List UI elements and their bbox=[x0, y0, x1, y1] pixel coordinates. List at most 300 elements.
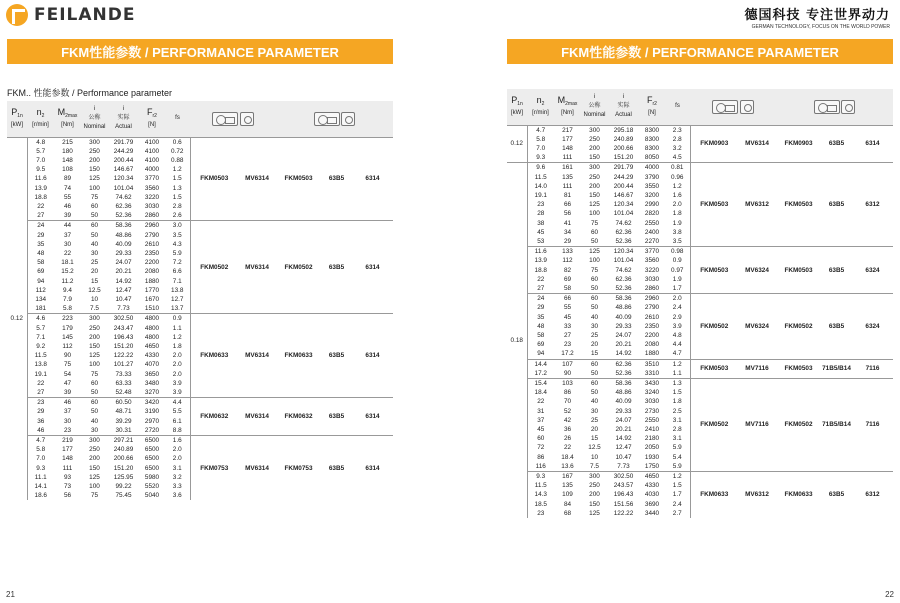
cell-value: 3440 bbox=[644, 509, 660, 517]
cell-value: 244.29 bbox=[613, 173, 634, 181]
motor-code: MV6314 bbox=[238, 314, 276, 398]
cell-value: 74.62 bbox=[615, 219, 632, 227]
cell-value: 29.33 bbox=[615, 322, 632, 330]
cell-value: 8050 bbox=[644, 154, 660, 162]
power-value: 0.18 bbox=[507, 163, 527, 518]
col-output-speed-subscript: 2 bbox=[541, 100, 545, 107]
cell-value: 2.0 bbox=[172, 352, 182, 360]
cell-value: 2960 bbox=[639, 294, 665, 304]
cell-value: 302.50 bbox=[608, 472, 639, 482]
cell-value: 148 bbox=[62, 455, 73, 463]
col-output-speed-subscript: 2 bbox=[41, 112, 45, 119]
cell-value: 13.6 bbox=[561, 462, 574, 470]
cell-value: 3690 bbox=[644, 500, 660, 508]
cell-value: 200.66 bbox=[613, 144, 634, 152]
table-row bbox=[507, 294, 893, 304]
cell-value: 1.2 bbox=[172, 333, 182, 341]
col-output-speed bbox=[527, 89, 554, 125]
cell-value: 1.5 bbox=[672, 389, 682, 397]
cell-value: 9.5 bbox=[36, 166, 46, 174]
cell-value: 2790 bbox=[644, 304, 660, 312]
cell-value: 1880 bbox=[644, 350, 660, 358]
table-row bbox=[507, 472, 893, 482]
flange-code: 63B5 bbox=[821, 294, 852, 359]
cell-value: 23 bbox=[537, 201, 545, 209]
cell-value: 1510 bbox=[144, 305, 160, 313]
cell-value: 250 bbox=[89, 446, 100, 454]
cell-value: 18.4 bbox=[534, 389, 547, 397]
cell-value: 300 bbox=[581, 472, 608, 482]
cell-value: 250 bbox=[589, 482, 600, 490]
cell-value: 200.44 bbox=[613, 182, 634, 190]
flange-code: 71B5/B14 bbox=[821, 378, 852, 471]
cell-value: 50 bbox=[590, 237, 599, 245]
adapter-model-code: FKM0633 bbox=[776, 472, 821, 519]
cell-value: 11.5 bbox=[534, 173, 547, 181]
cell-value: 2610 bbox=[644, 313, 660, 321]
cell-value: 9.3 bbox=[527, 472, 554, 482]
cell-value: 7.2 bbox=[172, 259, 182, 267]
cell-value: 107 bbox=[554, 359, 581, 369]
cell-value: 12.7 bbox=[171, 295, 184, 303]
cell-value: 4.3 bbox=[172, 240, 182, 248]
cell-value: 89 bbox=[63, 175, 72, 183]
cell-value: 151.20 bbox=[613, 154, 634, 162]
cell-value: 14.92 bbox=[615, 435, 632, 443]
adapter-model-code: FKM0503 bbox=[776, 359, 821, 378]
cell-value: 58 bbox=[537, 331, 545, 339]
cell-value: 1.8 bbox=[672, 210, 682, 218]
cell-value: 4.4 bbox=[165, 398, 190, 408]
adapter-gearbox-icon bbox=[341, 112, 355, 126]
cell-value: 148 bbox=[562, 144, 573, 152]
cell-value: 14.3 bbox=[534, 491, 547, 499]
motor-code: MV6324 bbox=[738, 247, 776, 294]
cell-value: 125.95 bbox=[113, 473, 134, 481]
cell-value: 3190 bbox=[144, 408, 160, 416]
cell-value: 30 bbox=[63, 240, 72, 248]
cell-value: 39 bbox=[63, 212, 72, 220]
cell-value: 75 bbox=[63, 361, 72, 369]
cell-value: 177 bbox=[562, 135, 573, 143]
cell-value: 60 bbox=[81, 221, 108, 231]
cell-value: 3790 bbox=[644, 173, 660, 181]
col-output-speed-unit: [r/min] bbox=[32, 121, 49, 128]
cell-value: 196.43 bbox=[613, 491, 634, 499]
cell-value: 1.7 bbox=[672, 284, 682, 292]
cell-value: 2.9 bbox=[672, 313, 682, 321]
col-ratio-actual bbox=[608, 89, 639, 125]
cell-value: 20.21 bbox=[115, 268, 132, 276]
cell-value: 5.9 bbox=[172, 249, 182, 257]
cell-value: 75 bbox=[90, 370, 99, 378]
motor-code: MV6312 bbox=[738, 472, 776, 519]
col-output-torque bbox=[554, 89, 581, 125]
cell-value: 22 bbox=[537, 275, 545, 283]
cell-value: 90 bbox=[63, 352, 72, 360]
cell-value: 30 bbox=[63, 417, 72, 425]
motor-frame-code: 7116 bbox=[852, 359, 893, 378]
flange-code: 63B5 bbox=[821, 163, 852, 247]
cell-value: 58 bbox=[37, 259, 45, 267]
cell-value: 50 bbox=[590, 284, 599, 292]
adapter-model-code: FKM0503 bbox=[776, 163, 821, 247]
cell-value: 7.73 bbox=[617, 462, 630, 470]
cell-value: 25 bbox=[590, 416, 599, 424]
cell-value: 200 bbox=[89, 333, 100, 341]
flange-code: 63B5 bbox=[821, 125, 852, 163]
motor-frame-code: 6312 bbox=[852, 163, 893, 247]
cell-value: 1.2 bbox=[665, 359, 690, 369]
cell-value: 1.2 bbox=[172, 166, 182, 174]
cell-value: 3.1 bbox=[672, 416, 682, 424]
cell-value: 50 bbox=[90, 388, 99, 396]
cell-value: 9.2 bbox=[36, 342, 46, 350]
cell-value: 100 bbox=[589, 257, 600, 265]
cell-value: 161 bbox=[554, 163, 581, 173]
cell-value: 23 bbox=[27, 398, 54, 408]
cell-value: 1.7 bbox=[672, 491, 682, 499]
cell-value: 2080 bbox=[644, 341, 660, 349]
cell-value: 3.1 bbox=[172, 464, 182, 472]
cell-value: 4650 bbox=[639, 472, 665, 482]
cell-value: 6500 bbox=[144, 455, 160, 463]
cell-value: 5.8 bbox=[36, 446, 46, 454]
col-adapter-diagram bbox=[776, 89, 893, 125]
col-ratio-actual-symbol: i bbox=[122, 106, 125, 113]
cell-value: 150 bbox=[89, 342, 100, 350]
motor-frame-code: 6314 bbox=[352, 436, 393, 501]
cell-value: 60 bbox=[537, 435, 545, 443]
cell-value: 18.5 bbox=[534, 500, 547, 508]
cell-value: 23 bbox=[63, 426, 72, 434]
cell-value: 24.07 bbox=[615, 416, 632, 424]
cell-value: 70 bbox=[563, 398, 572, 406]
model-code: FKM0503 bbox=[690, 163, 738, 247]
cell-value: 4800 bbox=[144, 333, 160, 341]
motor-code: MV7116 bbox=[738, 378, 776, 471]
cell-value: 200.44 bbox=[113, 156, 134, 164]
cell-value: 8300 bbox=[644, 135, 660, 143]
cell-value: 53 bbox=[537, 237, 545, 245]
cell-value: 28 bbox=[537, 210, 545, 218]
cell-value: 125 bbox=[89, 352, 100, 360]
cell-value: 27 bbox=[37, 388, 45, 396]
cell-value: 35 bbox=[537, 313, 545, 321]
cell-value: 200 bbox=[589, 144, 600, 152]
col-power bbox=[507, 89, 527, 125]
cell-value: 4.6 bbox=[27, 314, 54, 324]
table-row bbox=[507, 378, 893, 388]
cell-value: 100 bbox=[89, 361, 100, 369]
adapter-model-code: FKM0753 bbox=[276, 436, 321, 501]
cell-value: 300 bbox=[81, 314, 108, 324]
col-output-torque-symbol: M bbox=[557, 94, 566, 105]
cell-value: 30 bbox=[590, 322, 599, 330]
flange-code: 63B5 bbox=[321, 314, 352, 398]
cell-value: 60 bbox=[90, 202, 99, 210]
col-reducer-diagram bbox=[690, 89, 776, 125]
cell-value: 15 bbox=[590, 435, 599, 443]
model-code: FKM0632 bbox=[190, 398, 238, 436]
table-row bbox=[507, 359, 893, 369]
cell-value: 200 bbox=[89, 455, 100, 463]
adapter-model-code: FKM0633 bbox=[276, 314, 321, 398]
cell-value: 2.7 bbox=[672, 509, 682, 517]
model-code: FKM0633 bbox=[190, 314, 238, 398]
cell-value: 50 bbox=[90, 408, 99, 416]
motor-frame-code: 6324 bbox=[852, 247, 893, 294]
cell-value: 2960 bbox=[139, 221, 165, 231]
cell-value: 9.6 bbox=[527, 163, 554, 173]
cell-value: 0.9 bbox=[672, 257, 682, 265]
cell-value: 6500 bbox=[144, 446, 160, 454]
cell-value: 1.9 bbox=[672, 275, 682, 283]
cell-value: 27 bbox=[563, 331, 572, 339]
motor-frame-code: 6314 bbox=[352, 398, 393, 436]
model-code: FKM0503 bbox=[690, 247, 738, 294]
cell-value: 243.57 bbox=[613, 482, 634, 490]
cell-value: 7.1 bbox=[172, 277, 182, 285]
cell-value: 2.8 bbox=[672, 135, 682, 143]
cell-value: 12.47 bbox=[615, 444, 632, 452]
cell-value: 14.0 bbox=[534, 182, 547, 190]
cell-value: 41 bbox=[563, 219, 572, 227]
cell-value: 56 bbox=[63, 492, 72, 500]
motor-frame-code: 6314 bbox=[352, 314, 393, 398]
cell-value: 1930 bbox=[644, 453, 660, 461]
cell-value: 36 bbox=[37, 417, 45, 425]
cell-value: 69 bbox=[563, 275, 572, 283]
cell-value: 35 bbox=[37, 240, 45, 248]
cell-value: 5.8 bbox=[536, 135, 546, 143]
cell-value: 52.36 bbox=[615, 237, 632, 245]
col-ratio-actual-cn: 实际 bbox=[617, 103, 630, 110]
cell-value: 3.2 bbox=[672, 144, 682, 152]
cell-value: 151.56 bbox=[613, 500, 634, 508]
motor-frame-code: 7116 bbox=[852, 378, 893, 471]
adapter-model-code: FKM0503 bbox=[776, 247, 821, 294]
left-subtitle: FKM.. 性能参数 / Performance parameter bbox=[7, 88, 173, 98]
col-power-unit: [kW] bbox=[511, 109, 523, 116]
cell-value: 58 bbox=[563, 284, 572, 292]
cell-value: 7.5 bbox=[590, 462, 599, 470]
cell-value: 15 bbox=[90, 277, 99, 285]
cell-value: 2720 bbox=[144, 426, 160, 434]
cell-value: 40 bbox=[90, 240, 99, 248]
model-code: FKM0903 bbox=[690, 125, 738, 163]
cell-value: 62.36 bbox=[115, 202, 132, 210]
cell-value: 38 bbox=[537, 219, 545, 227]
cell-value: 19.1 bbox=[34, 370, 47, 378]
cell-value: 44 bbox=[54, 221, 81, 231]
cell-value: 3510 bbox=[639, 359, 665, 369]
cell-value: 3220 bbox=[144, 193, 160, 201]
flange-code: 63B5 bbox=[321, 221, 352, 314]
cell-value: 73.33 bbox=[115, 370, 132, 378]
cell-value: 47 bbox=[63, 379, 72, 387]
page-number-right: 22 bbox=[885, 590, 894, 599]
cell-value: 4330 bbox=[144, 352, 160, 360]
cell-value: 3.2 bbox=[172, 473, 182, 481]
motor-frame-code: 6314 bbox=[852, 125, 893, 163]
cell-value: 219 bbox=[54, 436, 81, 446]
cell-value: 2350 bbox=[144, 249, 160, 257]
page-number-left: 21 bbox=[6, 590, 15, 599]
cell-value: 2200 bbox=[144, 259, 160, 267]
cell-value: 20 bbox=[90, 268, 99, 276]
cell-value: 4.4 bbox=[672, 341, 682, 349]
cell-value: 48.86 bbox=[115, 231, 132, 239]
cell-value: 223 bbox=[54, 314, 81, 324]
col-radial-force bbox=[639, 89, 665, 125]
cell-value: 125 bbox=[589, 201, 600, 209]
cell-value: 3270 bbox=[144, 388, 160, 396]
cell-value: 6500 bbox=[139, 436, 165, 446]
col-output-speed-unit: [r/min] bbox=[532, 109, 549, 116]
cell-value: 52.48 bbox=[115, 388, 132, 396]
table-row bbox=[7, 137, 393, 147]
cell-value: 177 bbox=[62, 446, 73, 454]
cell-value: 75 bbox=[590, 219, 599, 227]
adapter-model-code: FKM0502 bbox=[776, 294, 821, 359]
cell-value: 30.31 bbox=[115, 426, 132, 434]
col-ratio-actual-cn: 实际 bbox=[117, 115, 130, 122]
cell-value: 300 bbox=[81, 436, 108, 446]
cell-value: 60 bbox=[581, 294, 608, 304]
cell-value: 4070 bbox=[144, 361, 160, 369]
cell-value: 50 bbox=[90, 212, 99, 220]
cell-value: 148 bbox=[62, 156, 73, 164]
flange-code: 63B5 bbox=[321, 398, 352, 436]
cell-value: 135 bbox=[562, 482, 573, 490]
cell-value: 4100 bbox=[139, 137, 165, 147]
col-ratio-actual-en: Actual bbox=[115, 124, 132, 131]
cell-value: 4650 bbox=[144, 342, 160, 350]
cell-value: 1880 bbox=[144, 277, 160, 285]
col-radial-force-subscript: r2 bbox=[152, 112, 157, 119]
cell-value: 12.5 bbox=[88, 286, 101, 294]
cell-value: 50 bbox=[590, 304, 599, 312]
adapter-model-code: FKM0903 bbox=[776, 125, 821, 163]
cell-value: 0.9 bbox=[165, 314, 190, 324]
cell-value: 74.62 bbox=[115, 193, 132, 201]
cell-value: 11.2 bbox=[61, 277, 74, 285]
cell-value: 75 bbox=[590, 266, 599, 274]
col-ratio-nominal-symbol: i bbox=[93, 106, 96, 113]
cell-value: 1.6 bbox=[672, 191, 682, 199]
cell-value: 27 bbox=[37, 212, 45, 220]
cell-value: 3030 bbox=[144, 202, 160, 210]
cell-value: 2820 bbox=[644, 210, 660, 218]
cell-value: 6.6 bbox=[172, 268, 182, 276]
cell-value: 37 bbox=[537, 416, 545, 424]
table-row bbox=[507, 247, 893, 257]
cell-value: 74 bbox=[63, 184, 72, 192]
cell-value: 2200 bbox=[644, 331, 660, 339]
cell-value: 52 bbox=[563, 407, 572, 415]
brand-logo bbox=[6, 4, 176, 26]
cell-value: 5520 bbox=[144, 483, 160, 491]
cell-value: 72 bbox=[537, 444, 545, 452]
cell-value: 100 bbox=[89, 483, 100, 491]
cell-value: 1.2 bbox=[665, 472, 690, 482]
cell-value: 4.5 bbox=[672, 154, 682, 162]
cell-value: 1.8 bbox=[672, 398, 682, 406]
cell-value: 0.96 bbox=[671, 173, 684, 181]
cell-value: 4.7 bbox=[27, 436, 54, 446]
model-code: FKM0503 bbox=[190, 137, 238, 221]
right-banner: FKM性能参数 / PERFORMANCE PARAMETER bbox=[507, 39, 893, 64]
cell-value: 2.0 bbox=[172, 446, 182, 454]
cell-value: 244.29 bbox=[113, 147, 134, 155]
cell-value: 15.4 bbox=[527, 378, 554, 388]
cell-value: 3.1 bbox=[672, 435, 682, 443]
cell-value: 36 bbox=[563, 426, 572, 433]
cell-value: 6.1 bbox=[172, 417, 182, 425]
cell-value: 4.8 bbox=[672, 331, 682, 339]
cell-value: 9.4 bbox=[63, 286, 72, 294]
cell-value: 5980 bbox=[144, 473, 160, 481]
cell-value: 7.0 bbox=[36, 455, 46, 463]
cell-value: 120.34 bbox=[613, 201, 634, 209]
cell-value: 243.47 bbox=[113, 324, 134, 332]
cell-value: 40 bbox=[90, 417, 99, 425]
col-ratio-nominal-cn: 公称 bbox=[588, 103, 601, 110]
cell-value: 250 bbox=[589, 135, 600, 143]
cell-value: 18.1 bbox=[61, 259, 74, 267]
cell-value: 3560 bbox=[644, 257, 660, 265]
col-power-subscript: 1n bbox=[517, 100, 523, 107]
cell-value: 2400 bbox=[644, 228, 660, 236]
cell-value: 300 bbox=[81, 137, 108, 147]
cell-value: 2.6 bbox=[172, 212, 182, 220]
cell-value: 52.36 bbox=[615, 369, 632, 377]
cell-value: 66 bbox=[563, 201, 572, 209]
cell-value: 146.67 bbox=[613, 191, 634, 199]
cell-value: 217 bbox=[554, 125, 581, 135]
cell-value: 2410 bbox=[644, 426, 660, 433]
col-output-torque-subscript: 2max bbox=[65, 112, 78, 119]
model-code: FKM0502 bbox=[690, 378, 738, 471]
cell-value: 0.81 bbox=[665, 163, 690, 173]
col-ratio-nominal-en: Nominal bbox=[83, 124, 106, 131]
model-code: FKM0502 bbox=[690, 294, 738, 359]
cell-value: 54 bbox=[63, 370, 72, 378]
col-output-speed-symbol: n bbox=[36, 106, 42, 117]
cell-value: 3.6 bbox=[172, 492, 182, 500]
cell-value: 58.36 bbox=[608, 378, 639, 388]
cell-value: 112 bbox=[35, 286, 46, 294]
col-service-factor: fs bbox=[665, 89, 690, 125]
table-row bbox=[7, 398, 393, 408]
cell-value: 7.73 bbox=[117, 305, 130, 313]
col-reducer-diagram bbox=[190, 101, 276, 137]
col-radial-force bbox=[139, 101, 165, 137]
motor-frame-code: 6314 bbox=[352, 221, 393, 314]
col-ratio-actual-en: Actual bbox=[615, 112, 632, 119]
cell-value: 29 bbox=[563, 237, 572, 245]
cell-value: 46 bbox=[54, 398, 81, 408]
cell-value: 24.07 bbox=[115, 259, 132, 267]
col-ratio-nominal bbox=[81, 101, 108, 137]
cell-value: 20 bbox=[590, 341, 599, 349]
cell-value: 1.9 bbox=[672, 219, 682, 227]
cell-value: 3200 bbox=[644, 191, 660, 199]
cell-value: 112 bbox=[562, 257, 573, 265]
motor-code: MV7116 bbox=[738, 359, 776, 378]
cell-value: 122.22 bbox=[113, 352, 134, 360]
